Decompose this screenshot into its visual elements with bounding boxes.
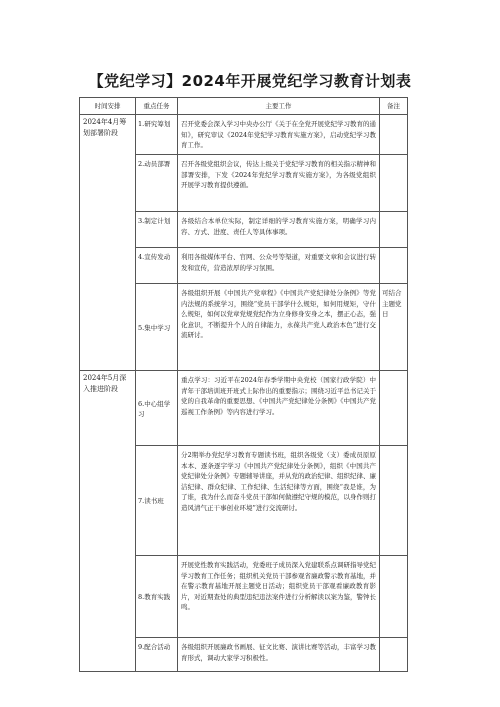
work-cell: 分2期举办党纪学习教育专题读书班，组织各级党（支）委成员原原本本、逐条逐字学习《中国共产党纪律处分条例》，组织《中国共产党纪律处分条例》专题辅导讲座，并从党的政治纪律、组织纪律、廉洁纪律、群众纪律、工作纪律、生活纪律等方面，围绕“我是谁，为了谁，我为什么而奋斗党员干部如何做遵纪守规的模范，以身作则打造风清气正干事创业环境”进行交流研讨。 [178, 446, 380, 556]
note-cell [380, 212, 408, 248]
header-note: 备注 [380, 98, 408, 115]
work-cell: 各级组织开展廉政书画展、征文比赛、演讲比赛等活动，丰富学习教育形式，调动大家学习积极性。 [178, 638, 380, 672]
table-row [80, 115, 408, 155]
note-cell [380, 115, 408, 155]
task-cell: 7.读书班 [136, 446, 178, 556]
table-row [80, 371, 408, 446]
work-cell: 利用各级媒体平台、官网、公众号等渠道，对重要文章和会议进行转发和宣传，营造浓厚的学习氛围。 [178, 248, 380, 284]
task-cell: 3.制定计划 [136, 212, 178, 248]
task-cell: 8.教育实践 [136, 556, 178, 638]
header-time: 时间安排 [80, 98, 136, 115]
phase-cell: 2024年5月深入推进阶段 [80, 371, 136, 672]
task-cell: 1.研究筹划 [136, 115, 178, 155]
header-task: 重点任务 [136, 98, 178, 115]
work-cell: 召开党委会深入学习中央办公厅《关于在全党开展党纪学习教育的通知》，研究审议《2024年党纪学习教育实施方案》，启动党纪学习教育工作。 [178, 115, 380, 155]
note-cell [380, 248, 408, 284]
note-cell: 可结合主题党日 [380, 284, 408, 371]
note-cell [380, 371, 408, 446]
note-cell [380, 155, 408, 212]
header-row [80, 98, 408, 115]
task-cell: 5.集中学习 [136, 284, 178, 371]
work-cell: 各级组织开展《中国共产党章程》《中国共产党纪律处分条例》等党内法规的系统学习，围绕“党员干部学什么规矩，如何用规矩，守什么规矩，如何以党章党规党纪作为立身修身安身之本，摆正心态，强化意识，不断提升个人的自律能力，永葆共产党人政治本色”进行交流研讨。 [178, 284, 380, 371]
document-title: 【党纪学习】2024年开展党纪学习教育计划表 [88, 72, 412, 90]
task-cell: 9.配合活动 [136, 638, 178, 672]
note-cell [380, 556, 408, 638]
work-cell: 开展党性教育实践活动，党委班子成员深入党建联系点调研指导党纪学习教育工作任务；组织机关党员干部参观省廉政警示教育基地，并在警示教育基地开展主题党日活动；组织党员干部观看廉政教育影片，对近期查处的典型违纪违法案件进行分析解读以案为鉴，警钟长鸣。 [178, 556, 380, 638]
work-cell: 重点学习：习近平在2024年春季学期中央党校（国家行政学院）中青年干部培训班开班式上际作出的重要指示；围绕习近平总书记关于党的自我革命的重要思想、《中国共产党纪律处分条例》《中国共产党巡视工作条例》等内容进行学习。 [178, 371, 380, 446]
work-cell: 召开各级党组织会议，传达上级关于党纪学习教育的相关指示精神和部署安排，下发《2024年党纪学习教育实施方案》，为各级党组织开展学习教育提供遵循。 [178, 155, 380, 212]
work-cell: 各级结合本单位实际，制定详细的学习教育实施方案，明确学习内容、方式、进度、责任人等具体事项。 [178, 212, 380, 248]
plan-table [79, 97, 408, 672]
task-cell: 2.动员部署 [136, 155, 178, 212]
task-cell: 4.宣传发动 [136, 248, 178, 284]
phase-cell: 2024年4月筹划部署阶段 [80, 115, 136, 371]
note-cell [380, 638, 408, 672]
note-cell [380, 446, 408, 556]
task-cell: 6.中心组学习 [136, 371, 178, 446]
header-work: 主要工作 [178, 98, 380, 115]
